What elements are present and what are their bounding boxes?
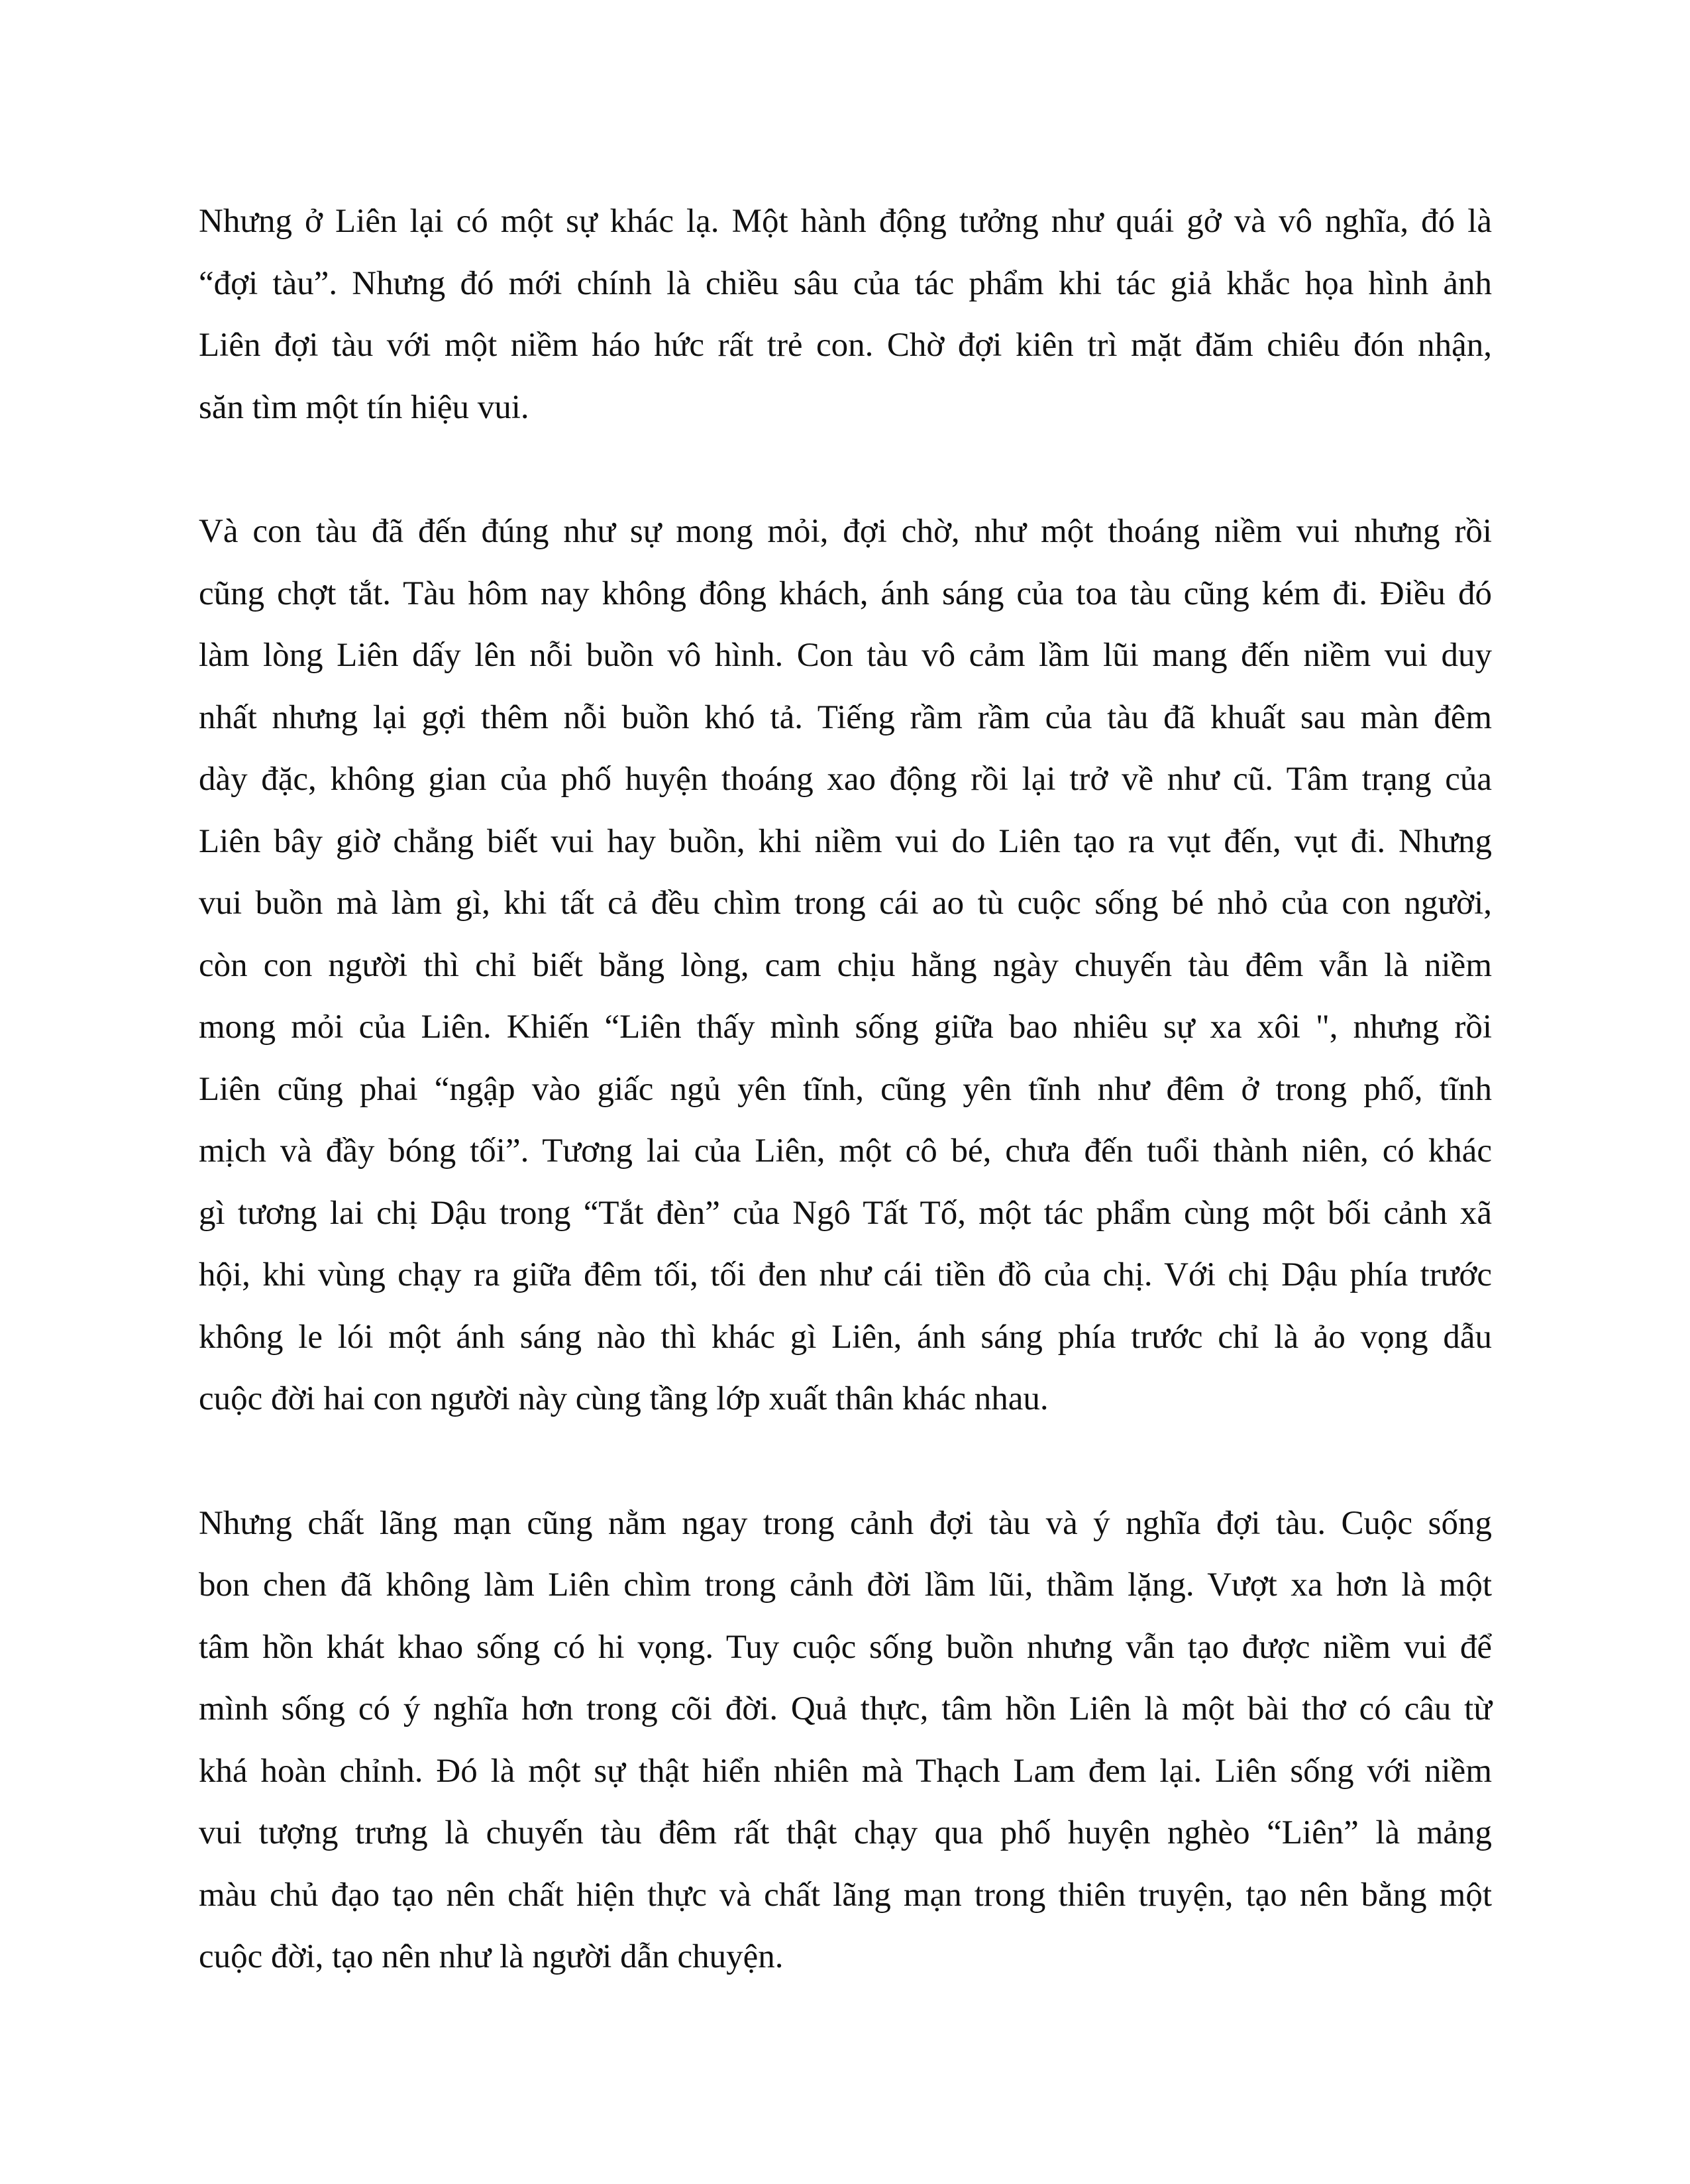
text-line: mình sống có ý nghĩa hơn trong cõi đời. Quả thực, tâm hồn Liên là một bài thơ có câu từ (199, 1690, 1492, 1727)
text-line: Và con tàu đã đến đúng như sự mong mỏi, đợi chờ, như một thoáng niềm vui nhưng rồi (199, 513, 1492, 550)
text-line: tâm hồn khát khao sống có hi vọng. Tuy cuộc sống buồn nhưng vẫn tạo được niềm vui để (199, 1628, 1492, 1666)
text-line: hội, khi vùng chạy ra giữa đêm tối, tối đen như cái tiền đồ của chị. Với chị Dậu phía trước (199, 1256, 1492, 1293)
text-line: dày đặc, không gian của phố huyện thoáng xao động rồi lại trở về như cũ. Tâm trạng của (199, 761, 1492, 798)
text-line: vui tượng trưng là chuyến tàu đêm rất thật chạy qua phố huyện nghèo “Liên” là mảng (199, 1814, 1492, 1851)
text-line: khá hoàn chỉnh. Đó là một sự thật hiển nhiên mà Thạch Lam đem lại. Liên sống với niềm (199, 1752, 1492, 1790)
text-line: cuộc đời hai con người này cùng tầng lớp xuất thân khác nhau. (199, 1380, 1049, 1417)
text-line: mịch và đầy bóng tối”. Tương lai của Liên, một cô bé, chưa đến tuổi thành niên, có khác (199, 1132, 1492, 1170)
text-line: cuộc đời, tạo nên như là người dẫn chuyện. (199, 1938, 784, 1975)
text-line: cũng chợt tắt. Tàu hôm nay không đông khách, ánh sáng của toa tàu cũng kém đi. Điều đó (199, 574, 1492, 612)
text-line: gì tương lai chị Dậu trong “Tắt đèn” của Ngô Tất Tố, một tác phẩm cùng một bối cảnh xã (199, 1194, 1492, 1232)
text-line: làm lòng Liên dấy lên nỗi buồn vô hình. Con tàu vô cảm lầm lũi mang đến niềm vui duy (199, 637, 1492, 674)
text-line: màu chủ đạo tạo nên chất hiện thực và chất lãng mạn trong thiên truyện, tạo nên bằng một (199, 1876, 1492, 1914)
text-line: Liên đợi tàu với một niềm háo hức rất trẻ con. Chờ đợi kiên trì mặt đăm chiêu đón nhận, (199, 327, 1492, 364)
text-line: Nhưng ở Liên lại có một sự khác lạ. Một hành động tưởng như quái gở và vô nghĩa, đó là (199, 203, 1492, 240)
text-line: mong mỏi của Liên. Khiến “Liên thấy mình sống giữa bao nhiêu sự xa xôi ", nhưng rồi (199, 1009, 1492, 1046)
paragraph-2 (199, 501, 1492, 1431)
text-line: Liên bây giờ chẳng biết vui hay buồn, khi niềm vui do Liên tạo ra vụt đến, vụt đi. Nhưng (199, 822, 1492, 860)
paragraph-3 (199, 1493, 1492, 1989)
text-line: bon chen đã không làm Liên chìm trong cảnh đời lầm lũi, thầm lặng. Vượt xa hơn là một (199, 1566, 1492, 1604)
text-line: không le lói một ánh sáng nào thì khác gì Liên, ánh sáng phía trước chỉ là ảo vọng dẫu (199, 1318, 1492, 1356)
text-line: vui buồn mà làm gì, khi tất cả đều chìm trong cái ao tù cuộc sống bé nhỏ của con người, (199, 885, 1492, 922)
text-line: nhất nhưng lại gợi thêm nỗi buồn khó tả. Tiếng rầm rầm của tàu đã khuất sau màn đêm (199, 698, 1492, 736)
text-line: “đợi tàu”. Nhưng đó mới chính là chiều sâu của tác phẩm khi tác giả khắc họa hình ảnh (199, 264, 1492, 302)
text-line: Nhưng chất lãng mạn cũng nằm ngay trong cảnh đợi tàu và ý nghĩa đợi tàu. Cuộc sống (199, 1504, 1492, 1542)
text-line: săn tìm một tín hiệu vui. (199, 388, 529, 426)
paragraph-1 (199, 191, 1492, 439)
text-line: Liên cũng phai “ngập vào giấc ngủ yên tĩnh, cũng yên tĩnh như đêm ở trong phố, tĩnh (199, 1070, 1492, 1108)
document-body (199, 191, 1492, 2051)
text-line: còn con người thì chỉ biết bằng lòng, cam chịu hằng ngày chuyến tàu đêm vẫn là niềm (199, 946, 1492, 984)
